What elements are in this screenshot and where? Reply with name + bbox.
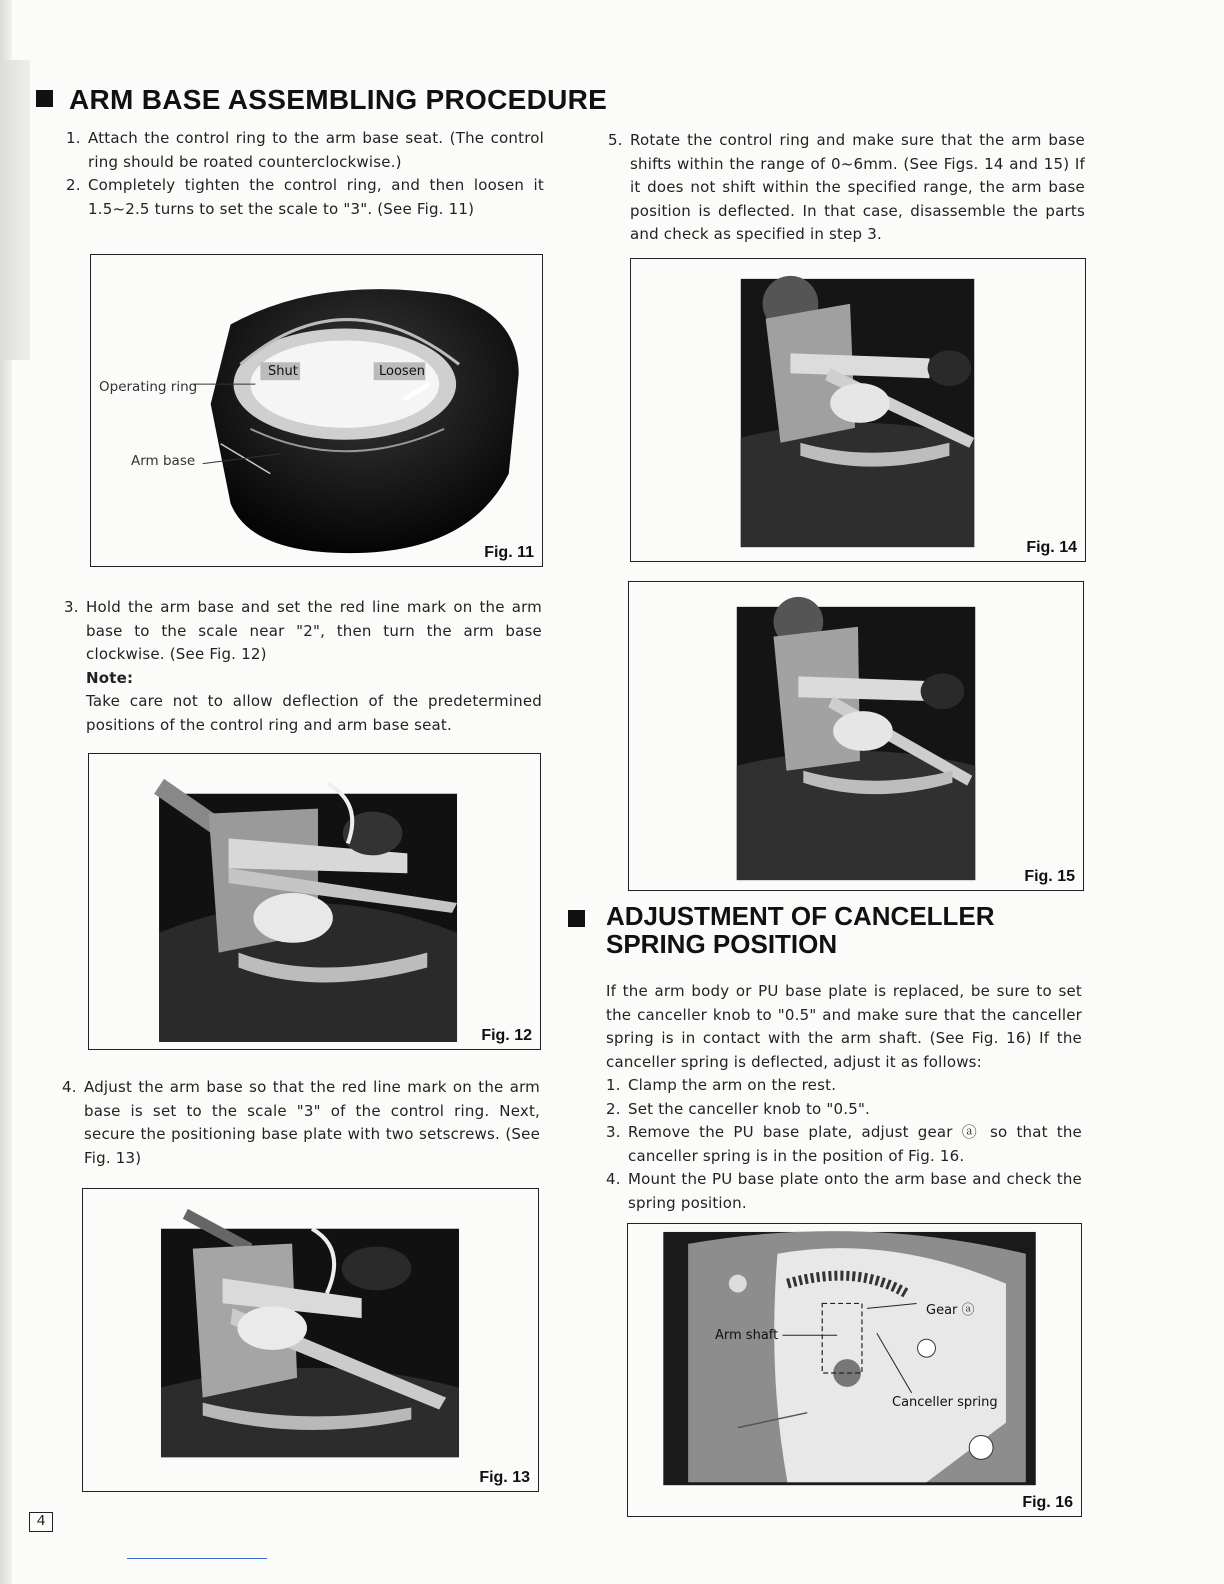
- step-number: 3.: [606, 1123, 621, 1141]
- arm-base-photo-fig14: [631, 259, 1085, 561]
- figure-15: [628, 581, 1084, 891]
- step-number: 2.: [606, 1099, 621, 1118]
- canceller-step-2: [606, 1098, 1082, 1122]
- canceller-step-4: [606, 1168, 1082, 1215]
- step-1: [66, 127, 544, 174]
- side-index-tab: [0, 60, 30, 360]
- canceller-step-1: [606, 1074, 1082, 1098]
- canceller-step-3: [606, 1121, 1082, 1168]
- step-number: 5.: [608, 131, 623, 149]
- step-3-block: [64, 596, 542, 737]
- figure-caption: Fig. 16: [1022, 1494, 1073, 1511]
- label-canceller-spring: Canceller spring: [892, 1395, 998, 1410]
- step-5-block: [608, 129, 1085, 247]
- heading-text: ARM BASE ASSEMBLING PROCEDURE: [69, 84, 608, 115]
- step-text: Mount the PU base plate onto the arm base and check the spring position.: [628, 1170, 1082, 1212]
- label-loosen: Loosen: [379, 364, 425, 379]
- step-number: 1.: [606, 1076, 621, 1094]
- figure-14: [630, 258, 1086, 562]
- label-arm-shaft: Arm shaft: [715, 1328, 779, 1343]
- label-arm-base: Arm base: [131, 453, 196, 469]
- step-text: Remove the PU base plate, adjust gear ⓐ so that the canceller spring is in the position of Fig. 16.: [628, 1123, 1082, 1165]
- label-gear: Gear ⓐ: [926, 1303, 975, 1318]
- section-heading-canceller: [568, 902, 995, 958]
- steps-1-2: [66, 127, 544, 221]
- step-text: Hold the arm base and set the red line mark on the arm base to the scale near "2", then turn the arm base clockwise. (See Fig. 12): [86, 598, 542, 663]
- canceller-spring-photo: [628, 1224, 1081, 1516]
- canceller-intro: If the arm body or PU base plate is replaced, be sure to set the canceller knob to "0.5" and make sure that the canceller spring is in contact with the arm shaft. (See Fig. 16) If the canceller spring is deflected, adjust it as follows:: [606, 982, 1082, 1071]
- step-3: [64, 596, 542, 667]
- step-number: 1.: [66, 129, 81, 147]
- figure-11: [90, 254, 543, 567]
- arm-base-photo-fig15: [629, 582, 1083, 890]
- figure-caption: Fig. 11: [484, 544, 534, 561]
- step-text: Adjust the arm base so that the red line mark on the arm base is set to the scale "3" of the control ring. Next, secure the positioning base plate with two setscrews. (See Fig. 13): [84, 1078, 540, 1167]
- step-number: 4.: [606, 1170, 621, 1188]
- step-5: [608, 129, 1085, 247]
- figure-caption: Fig. 14: [1026, 539, 1077, 556]
- step-2: [66, 174, 544, 221]
- step-number: 4.: [62, 1078, 77, 1096]
- step-text: Clamp the arm on the rest.: [628, 1076, 837, 1094]
- figure-12: [88, 753, 541, 1050]
- step-number: 3.: [64, 598, 79, 616]
- page-number: 4: [29, 1512, 53, 1532]
- section-heading-arm-base: [36, 84, 607, 116]
- decorative-line: [127, 1558, 267, 1559]
- note-text: Take care not to allow deflection of the predetermined positions of the control ring and arm base seat.: [86, 692, 542, 734]
- step-text: Attach the control ring to the arm base seat. (The control ring should be roated counterclockwise.): [88, 129, 544, 171]
- square-bullet-icon: [36, 90, 53, 107]
- step-4: [62, 1076, 540, 1170]
- arm-base-photo-fig13: [83, 1189, 538, 1491]
- step-4-block: [62, 1076, 540, 1170]
- square-bullet-icon: [568, 910, 585, 927]
- step-number: 2.: [66, 176, 81, 194]
- note-label: Note:: [86, 668, 134, 687]
- step-text: Set the canceller knob to "0.5".: [628, 1099, 871, 1118]
- figure-13: [82, 1188, 539, 1492]
- canceller-procedure: [606, 980, 1082, 1215]
- figure-caption: Fig. 15: [1024, 868, 1075, 885]
- figure-caption: Fig. 13: [479, 1469, 530, 1486]
- step-text: Completely tighten the control ring, and then loosen it 1.5~2.5 turns to set the scale to "3". (See Fig. 11): [88, 176, 544, 218]
- control-ring-photo: [91, 255, 542, 566]
- arm-base-photo-fig12: [89, 754, 540, 1049]
- heading-line-2: SPRING POSITION: [606, 929, 838, 959]
- figure-caption: Fig. 12: [481, 1027, 532, 1044]
- label-operating-ring: Operating ring: [99, 379, 198, 395]
- label-shut: Shut: [268, 364, 298, 379]
- figure-16: [627, 1223, 1082, 1517]
- step-text: Rotate the control ring and make sure that the arm base shifts within the range of 0~6mm. (See Figs. 14 and 15) If it does not shift within the specified range, the arm base position is deflected. In that case, disassemble the parts and check as specified in step 3.: [630, 131, 1085, 243]
- heading-line-1: ADJUSTMENT OF CANCELLER: [606, 901, 995, 931]
